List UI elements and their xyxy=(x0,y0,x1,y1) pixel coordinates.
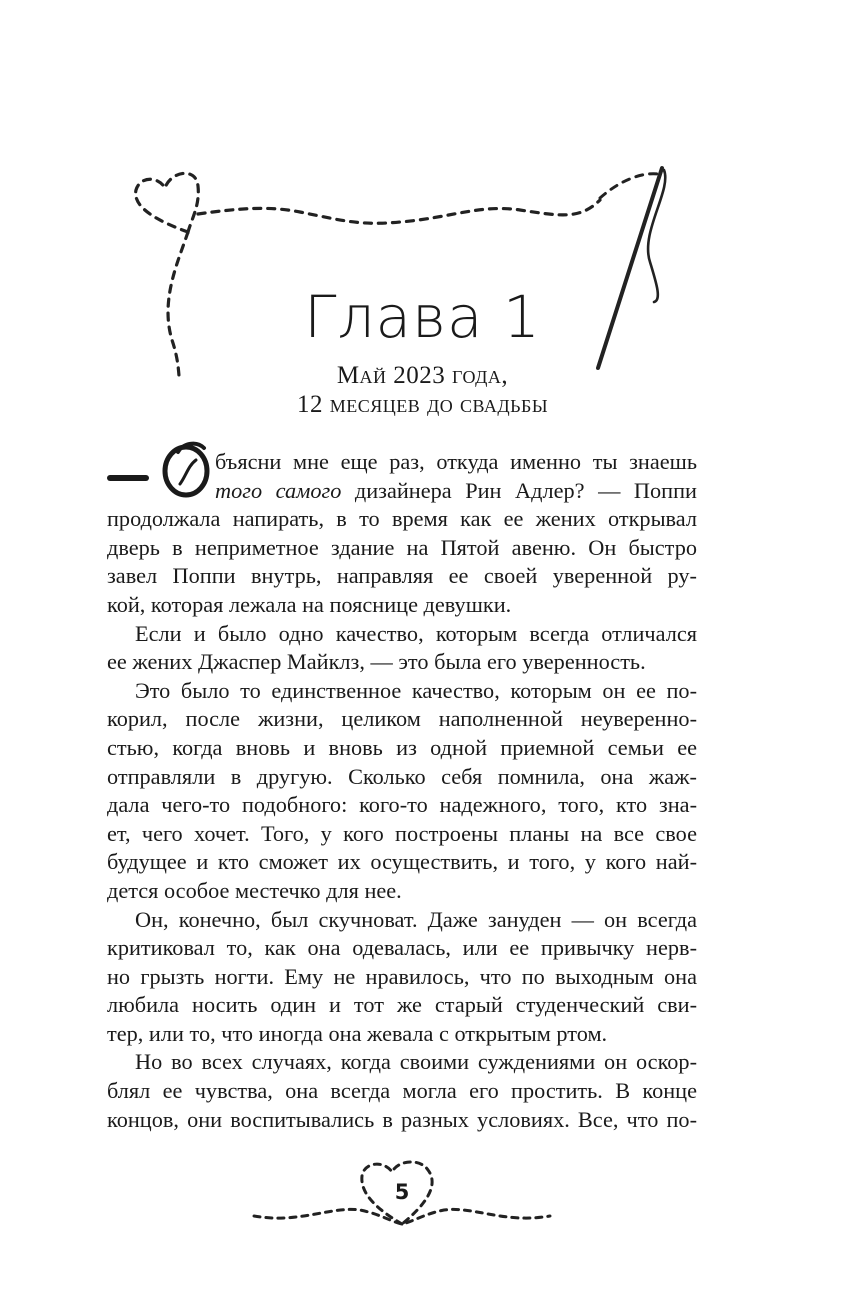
heart-stitch-icon xyxy=(136,173,199,232)
text-segment: Но во всех случаях, когда своими суждениями он оскор- xyxy=(135,1049,697,1075)
text-segment: дизайнера Рин Адлер? — Поппи xyxy=(341,477,697,503)
italic-phrase: того самого xyxy=(215,477,342,503)
text-segment: стью, когда вновь и вновь из одной приемной семьи ее xyxy=(107,734,697,760)
page-number: 5 xyxy=(394,1180,410,1204)
text-line xyxy=(107,1020,697,1049)
text-line xyxy=(107,1048,697,1077)
text-segment: дется особое местечко для нее. xyxy=(107,877,402,903)
text-segment: корил, после жизни, целиком наполненной неувереннo- xyxy=(107,706,697,732)
text-line xyxy=(107,820,697,849)
text-line xyxy=(107,906,697,935)
text-line xyxy=(107,791,697,820)
text-segment: критиковал то, как она одевалась, или ее привычку нерв- xyxy=(107,935,697,961)
text-line xyxy=(215,448,697,477)
text-segment: тер, или то, что иногда она жевала с открытым ртом. xyxy=(107,1020,608,1046)
text-line xyxy=(107,877,697,906)
text-segment: Если и было одно качество, которым всегда отличался xyxy=(135,620,697,646)
text-segment: продолжала напирать, в то время как ее жених открывал xyxy=(107,506,697,532)
text-line xyxy=(107,534,697,563)
text-line xyxy=(107,734,697,763)
text-segment: Это было то единственное качество, которым он ее по- xyxy=(135,677,697,703)
text-line xyxy=(107,705,697,734)
text-line xyxy=(107,763,697,792)
text-line xyxy=(107,848,697,877)
text-line xyxy=(107,1077,697,1106)
text-segment: любила носить один и тот же старый студенческий сви- xyxy=(107,992,697,1018)
text-segment: концов, они воспитывались в разных условиях. Все, что по- xyxy=(107,1106,697,1132)
chapter-subtitle-countdown: 12 месяцев до свадьбы xyxy=(296,391,549,418)
text-segment: но грызть ногти. Ему не нравилось, что по выходным она xyxy=(107,963,697,989)
chapter-subtitle-date: Май 2023 года, xyxy=(336,362,509,389)
text-line xyxy=(107,677,697,706)
text-segment: дала чего-то подобного: кого-то надежного, того, кто зна- xyxy=(107,792,697,818)
text-segment: бъясни мне еще раз, откуда именно ты знаешь xyxy=(215,449,697,474)
text-line xyxy=(107,963,697,992)
text-line xyxy=(107,562,697,591)
text-line xyxy=(215,477,697,506)
text-segment: блял ее чувства, она всегда могла его простить. В конце xyxy=(107,1078,697,1104)
text-line xyxy=(107,648,697,677)
text-segment: дверь в неприметное здание на Пятой авеню. Он быстро xyxy=(107,534,697,560)
text-segment: ет, чего хочет. Того, у кого построены планы на все свое xyxy=(107,820,697,846)
drop-cap-letter: О xyxy=(186,480,187,481)
chapter-title: Глава 1 xyxy=(304,283,541,351)
text-line xyxy=(107,591,697,620)
text-segment: отправляли в другую. Сколько себя помнила, она жаж- xyxy=(107,763,697,789)
text-line xyxy=(107,991,697,1020)
text-segment: ее жених Джаспер Майклз, — это была его уверенность. xyxy=(107,649,646,675)
chapter-body-text xyxy=(107,448,697,1134)
text-line xyxy=(107,934,697,963)
text-segment: завел Поппи внутрь, направляя ее своей уверенной ру- xyxy=(107,563,697,589)
text-line xyxy=(107,505,697,534)
text-segment: Он, конечно, был скучноват. Даже зануден — он всегда xyxy=(135,906,697,932)
text-segment: кой, которая лежала на пояснице девушки. xyxy=(107,591,512,617)
text-line xyxy=(107,620,697,649)
text-line xyxy=(107,1106,697,1135)
text-segment: будущее и кто сможет их осуществить, и того, у кого най- xyxy=(107,849,697,875)
